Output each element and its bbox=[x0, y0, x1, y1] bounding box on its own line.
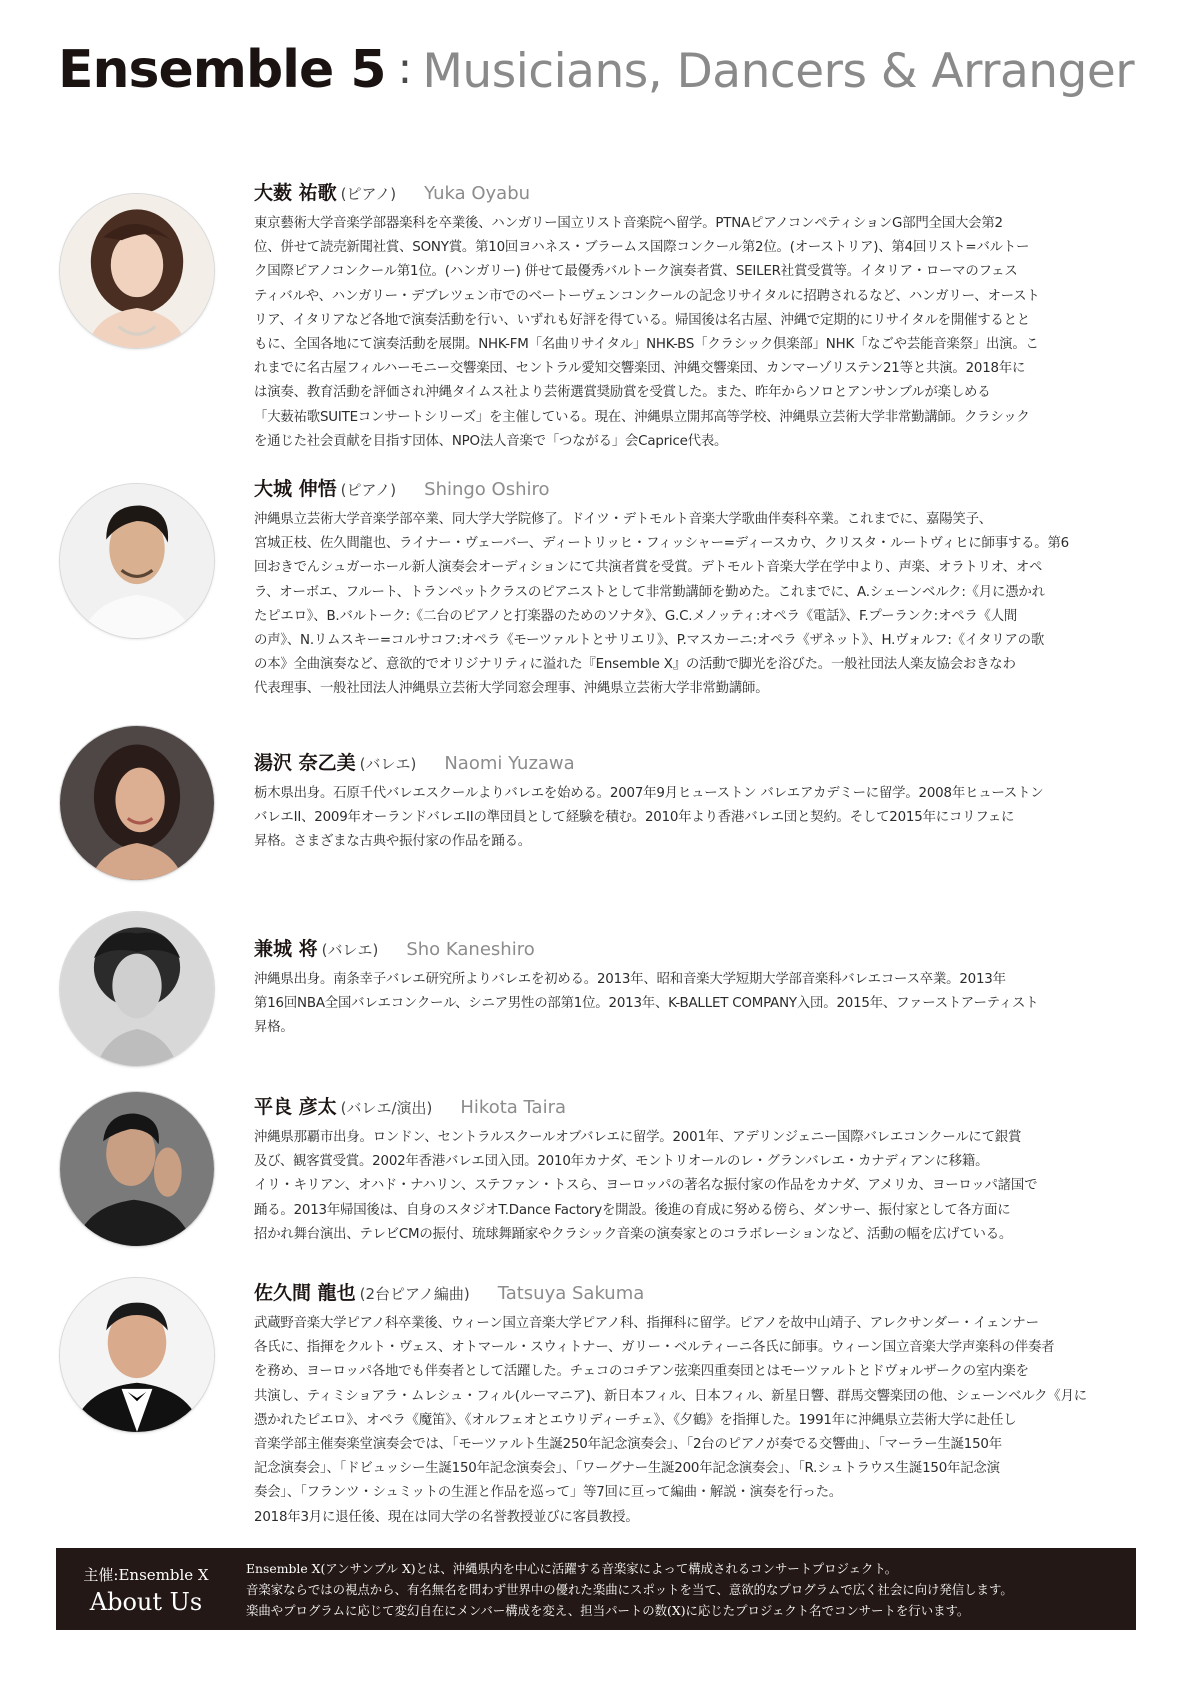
name-japanese: 大薮 祐歌 bbox=[254, 182, 337, 204]
name-japanese: 大城 伸悟 bbox=[254, 478, 337, 500]
bio-line: 沖縄県那覇市出身。ロンドン、セントラルスクールオブバレエに留学。2001年、アデリンジェニー国際バレエコンクールにて銀賞 bbox=[254, 1130, 1022, 1145]
name-english: Tatsuya Sakuma bbox=[497, 1283, 645, 1304]
biography bbox=[254, 212, 1130, 454]
biography bbox=[254, 1312, 1130, 1530]
role: (バレエ) bbox=[359, 755, 417, 773]
portrait-photo bbox=[60, 1278, 214, 1432]
about-line: 楽曲やプログラムに応じて変幻自在にメンバー構成を変え、担当パートの数(X)に応じたプロジェクト名でコンサートを行います。 bbox=[246, 1603, 970, 1618]
name-english: Naomi Yuzawa bbox=[444, 753, 575, 774]
bio-line: ラ、オーボエ、フルート、トランペットクラスのピアニストとして非常勤講師を勤めた。これまでに、A.シェーンベルク:《月に憑かれ bbox=[254, 584, 1045, 600]
title-sub: Musicians, Dancers & Arranger bbox=[422, 44, 1135, 99]
bio-line: 位、併せて読売新聞社賞、SONY賞。第10回ヨハネス・ブラームス国際コンクール第2位。(オーストリア)、第4回リスト=バルトー bbox=[254, 240, 1030, 256]
name-line bbox=[254, 750, 575, 777]
bio-line: バレエII、2009年オーランドバレエIIの準団員として経験を積む。2010年より香港バレエ団と契約。そして2015年にコリフェに bbox=[254, 810, 1015, 826]
bio-line: の本》全曲演奏など、意欲的でオリジナリティに溢れた『Ensemble X』の活動で脚光を浴びた。一般社団法人楽友協会おきなわ bbox=[254, 657, 1016, 673]
bio-line: 武蔵野音楽大学ピアノ科卒業後、ウィーン国立音楽大学ピアノ科、指揮科に留学。ピアノを故中山靖子、アレクサンダー・イェンナー bbox=[254, 1316, 1039, 1331]
about-description bbox=[246, 1558, 1126, 1621]
bio-line: 回おきでんシュガーホール新人演奏会オーディションにて共演者賞を受賞。デトモルト音楽大学在学中より、声楽、オラトリオ、オペ bbox=[254, 560, 1043, 576]
name-line bbox=[254, 180, 530, 207]
name-japanese: 兼城 将 bbox=[254, 938, 318, 960]
bio-line: 沖縄県出身。南条幸子バレエ研究所よりバレエを初める。2013年、昭和音楽大学短期大学部音楽科バレエコース卒業。2013年 bbox=[254, 972, 1006, 987]
bio-line: たピエロ》、B.バルトーク:《二台のピアノと打楽器のためのソナタ》、G.C.メノッティ:オペラ《電話》、F.プーランク:オペラ《人間 bbox=[254, 608, 1018, 624]
bio-line: 踊る。2013年帰国後は、自身のスタジオT.Dance Factoryを開設。後進の育成に努める傍ら、ダンサー、振付家として各方面に bbox=[254, 1202, 1011, 1218]
biography bbox=[254, 782, 1130, 855]
name-english: Yuka Oyabu bbox=[424, 183, 531, 204]
about-line: 音楽家ならではの視点から、有名無名を問わず世界中の優れた楽曲にスポットを当て、意欲的なプログラムで広く社会に向け発信します。 bbox=[246, 1582, 1013, 1597]
biography bbox=[254, 968, 1130, 1041]
bio-line: ティバルや、ハンガリー・デブレツェン市でのベートーヴェンコンクールの記念リサイタルに招聘されるなど、ハンガリー、オースト bbox=[254, 288, 1040, 304]
name-japanese: 湯沢 奈乙美 bbox=[254, 752, 356, 774]
bio-line: れまでに名古屋フィルハーモニー交響楽団、セントラル愛知交響楽団、沖縄交響楽団、カンマーゾリステン21等と共演。2018年に bbox=[254, 361, 1026, 377]
portrait-illustration bbox=[60, 1278, 214, 1432]
about-us-title: About Us bbox=[89, 1588, 203, 1616]
bio-line: 奏会」、「フランツ・シュミットの生涯と作品を巡って」等7回に亘って編曲・解説・演奏を行った。 bbox=[254, 1485, 842, 1501]
bio-line: は演奏、教育活動を評価され沖縄タイムス社より芸術選賞奨励賞を受賞した。また、昨年からソロとアンサンブルが楽しめる bbox=[254, 385, 991, 401]
bio-line: 音楽学部主催奏楽堂演奏会では、「モーツァルト生誕250年記念演奏会」、「2台のピアノが奏でる交響曲」、「マーラー生誕150年 bbox=[254, 1437, 1002, 1453]
bio-line: もに、全国各地にて演奏活動を展開。NHK-FM「名曲リサイタル」NHK-BS「クラシック倶楽部」NHK「なごや芸能音楽祭」出演。こ bbox=[254, 337, 1039, 353]
portrait-illustration bbox=[60, 912, 214, 1066]
bio-line: 東京藝術大学音楽学部器楽科を卒業後、ハンガリー国立リスト音楽院へ留学。PTNAピアノコンペティションG部門全国大会第2 bbox=[254, 216, 1003, 231]
portrait-photo bbox=[60, 484, 214, 638]
bio-line: 憑かれたピエロ》、オペラ《魔笛》、《オルフェオとエウリディーチェ》、《夕鶴》を指揮した。1991年に沖縄県立芸術大学に赴任し bbox=[254, 1412, 1017, 1428]
bio-line: 及び、観客賞受賞。2002年香港バレエ団入団。2010年カナダ、モントリオールのレ・グランバレエ・カナディアンに移籍。 bbox=[254, 1154, 989, 1170]
name-english: Shingo Oshiro bbox=[424, 479, 550, 500]
portrait-illustration bbox=[60, 484, 214, 638]
name-japanese: 平良 彦太 bbox=[254, 1096, 337, 1118]
bio-line: 昇格。さまざまな古典や振付家の作品を踊る。 bbox=[254, 834, 532, 850]
role: (2台ピアノ編曲) bbox=[359, 1285, 470, 1303]
name-line bbox=[254, 476, 550, 503]
bio-line: 栃木県出身。石原千代バレエスクールよりバレエを始める。2007年9月ヒューストン バレエアカデミーに留学。2008年ヒューストン bbox=[254, 786, 1044, 801]
portrait-photo bbox=[60, 194, 214, 348]
bio-line: ク国際ピアノコンクール第1位。(ハンガリー) 併せて最優秀バルトーク演奏者賞、SEILER社賞受賞等。イタリア・ローマのフェス bbox=[254, 264, 1018, 280]
bio-line: 2018年3月に退任後、現在は同大学の名誉教授並びに客員教授。 bbox=[254, 1509, 639, 1525]
role: (バレエ) bbox=[321, 941, 379, 959]
portrait-photo bbox=[60, 1092, 214, 1246]
bio-line: 招かれ舞台演出、テレビCMの振付、琉球舞踊家やクラシック音楽の演奏家とのコラボレーションなど、活動の幅を広げている。 bbox=[254, 1226, 1013, 1242]
name-line bbox=[254, 936, 535, 963]
portrait-illustration bbox=[60, 194, 214, 348]
biography bbox=[254, 508, 1130, 702]
bio-line: を務め、ヨーロッパ各地でも伴奏者として活躍した。チェコのコチアン弦楽四重奏団とはモーツァルトとドヴォルザークの室内楽を bbox=[254, 1364, 1029, 1380]
portrait-illustration bbox=[60, 726, 214, 880]
bio-line: 共演し、ティミショアラ・ムレシュ・フィル(ルーマニア)、新日本フィル、日本フィル、新星日響、群馬交響楽団の他、シェーンベルク《月に bbox=[254, 1388, 1087, 1404]
footer-heading bbox=[56, 1548, 236, 1630]
host-label: 主催:Ensemble X bbox=[83, 1566, 209, 1584]
portrait-photo bbox=[60, 912, 214, 1066]
role: (バレエ/演出) bbox=[340, 1099, 433, 1117]
name-english: Hikota Taira bbox=[460, 1097, 567, 1118]
biography bbox=[254, 1126, 1130, 1247]
bio-line: 記念演奏会」、「ドビュッシー生誕150年記念演奏会」、「ワーグナー生誕200年記念演奏会」、「R.シュトラウス生誕150年記念演 bbox=[254, 1461, 1000, 1477]
portrait-photo bbox=[60, 726, 214, 880]
name-line bbox=[254, 1094, 566, 1121]
bio-line: 第16回NBA全国バレエコンクール、シニア男性の部第1位。2013年、K-BALLET COMPANY入団。2015年、ファーストアーティスト bbox=[254, 996, 1039, 1012]
name-japanese: 佐久間 龍也 bbox=[254, 1282, 356, 1304]
bio-line: 「大薮祐歌SUITEコンサートシリーズ」を主催している。現在、沖縄県立開邦高等学校、沖縄県立芸術大学非常勤講師。クラシック bbox=[254, 409, 1030, 425]
bio-line: 代表理事、一般社団法人沖縄県立芸術大学同窓会理事、沖縄県立芸術大学非常勤講師。 bbox=[254, 681, 769, 697]
bio-line: リア、イタリアなど各地で演奏活動を行い、いずれも好評を得ている。帰国後は名古屋、沖縄で定期的にリサイタルを開催するとと bbox=[254, 312, 1030, 328]
bio-line: 各氏に、指揮をクルト・ヴェス、オトマール・スウィトナー、ガリー・ベルティーニ各氏に師事。ウィーン国立音楽大学声楽科の伴奏者 bbox=[254, 1340, 1055, 1356]
role: (ピアノ) bbox=[340, 481, 397, 499]
name-english: Sho Kaneshiro bbox=[406, 939, 535, 960]
bio-line: を通じた社会貢献を目指す団体、NPO法人音楽で「つながる」会Caprice代表。 bbox=[254, 433, 728, 449]
bio-line: 宮城正枝、佐久間龍也、ライナー・ヴェーバー、ディートリッヒ・フィッシャー=ディースカウ、クリスタ・ルートヴィヒに師事する。第6 bbox=[254, 536, 1069, 552]
role: (ピアノ) bbox=[340, 185, 397, 203]
title-colon: : bbox=[397, 43, 413, 94]
bio-line: イリ・キリアン、オハド・ナハリン、ステファン・トスら、ヨーロッパの著名な振付家の作品をカナダ、アメリカ、ヨーロッパ諸国で bbox=[254, 1178, 1038, 1194]
about-line: Ensemble X(アンサンブル X)とは、沖縄県内を中心に活躍する音楽家によって構成されるコンサートプロジェクト。 bbox=[246, 1561, 898, 1576]
bio-line: 沖縄県立芸術大学音楽学部卒業、同大学大学院修了。ドイツ・デトモルト音楽大学歌曲伴奏科卒業。これまでに、嘉陽笑子、 bbox=[254, 512, 993, 527]
bio-line: の声》、N.リムスキー=コルサコフ:オペラ《モーツァルトとサリエリ》、P.マスカーニ:オペラ《ザネット》、H.ヴォルフ:《イタリアの歌 bbox=[254, 633, 1045, 649]
about-us-footer bbox=[56, 1548, 1136, 1630]
title-main: Ensemble 5 bbox=[58, 40, 386, 100]
bio-line: 昇格。 bbox=[254, 1020, 294, 1036]
name-line bbox=[254, 1280, 644, 1307]
portrait-illustration bbox=[60, 1092, 214, 1246]
page-title bbox=[58, 40, 1138, 100]
